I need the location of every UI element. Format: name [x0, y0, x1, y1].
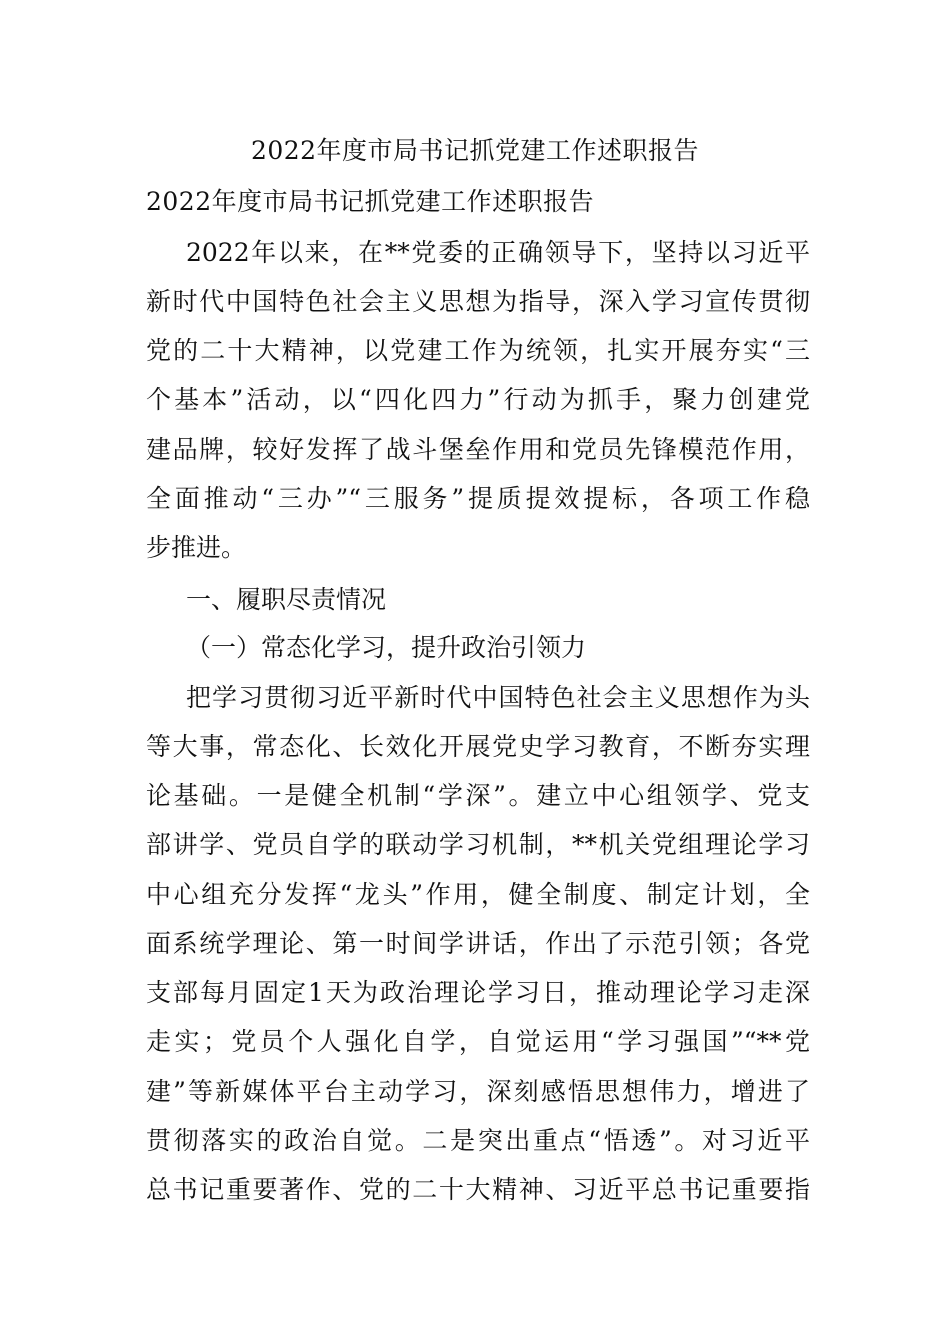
body-line-2: 新时代中国特色社会主义思想为指导，深入学习宣传贯彻: [146, 287, 810, 316]
body-line-3: 党的二十大精神，以党建工作为统领，扎实开展夯实“三: [146, 336, 810, 365]
document-subtitle: 2022年度市局书记抓党建工作述职报告: [146, 187, 595, 216]
body-line-13: 面系统学理论、第一时间学讲话，作出了示范引领；各党: [146, 929, 810, 958]
section-heading-1: 一、履职尽责情况: [186, 585, 387, 614]
body-line-8: 把学习贯彻习近平新时代中国特色社会主义思想作为头: [186, 683, 810, 712]
body-line-1: 2022年以来，在**党委的正确领导下，坚持以习近平: [186, 238, 810, 267]
body-line-4: 个基本”活动，以“四化四力”行动为抓手，聚力创建党: [146, 385, 810, 414]
body-line-16: 建”等新媒体平台主动学习，深刻感悟思想伟力，增进了: [146, 1077, 810, 1106]
body-line-9: 等大事，常态化、长效化开展党史学习教育，不断夯实理: [146, 732, 810, 761]
document-title: 2022年度市局书记抓党建工作述职报告: [250, 136, 700, 165]
body-line-18: 总书记重要著作、党的二十大精神、习近平总书记重要指: [146, 1175, 810, 1204]
body-line-5: 建品牌，较好发挥了战斗堡垒作用和党员先锋模范作用，: [146, 435, 810, 464]
body-line-15: 走实；党员个人强化自学，自觉运用“学习强国”“**党: [146, 1027, 810, 1056]
body-line-12: 中心组充分发挥“龙头”作用，健全制度、制定计划，全: [146, 880, 810, 909]
body-line-7: 步推进。: [146, 533, 247, 562]
body-line-14: 支部每月固定1天为政治理论学习日，推动理论学习走深: [146, 978, 810, 1007]
body-line-6: 全面推动“三办”“三服务”提质提效提标，各项工作稳: [146, 484, 810, 513]
body-line-11: 部讲学、党员自学的联动学习机制，**机关党组理论学习: [146, 830, 810, 859]
body-line-10: 论基础。一是健全机制“学深”。建立中心组领学、党支: [146, 781, 810, 810]
body-line-17: 贯彻落实的政治自觉。二是突出重点“悟透”。对习近平: [146, 1126, 810, 1155]
subsection-heading-1: （一）常态化学习，提升政治引领力: [186, 633, 587, 662]
